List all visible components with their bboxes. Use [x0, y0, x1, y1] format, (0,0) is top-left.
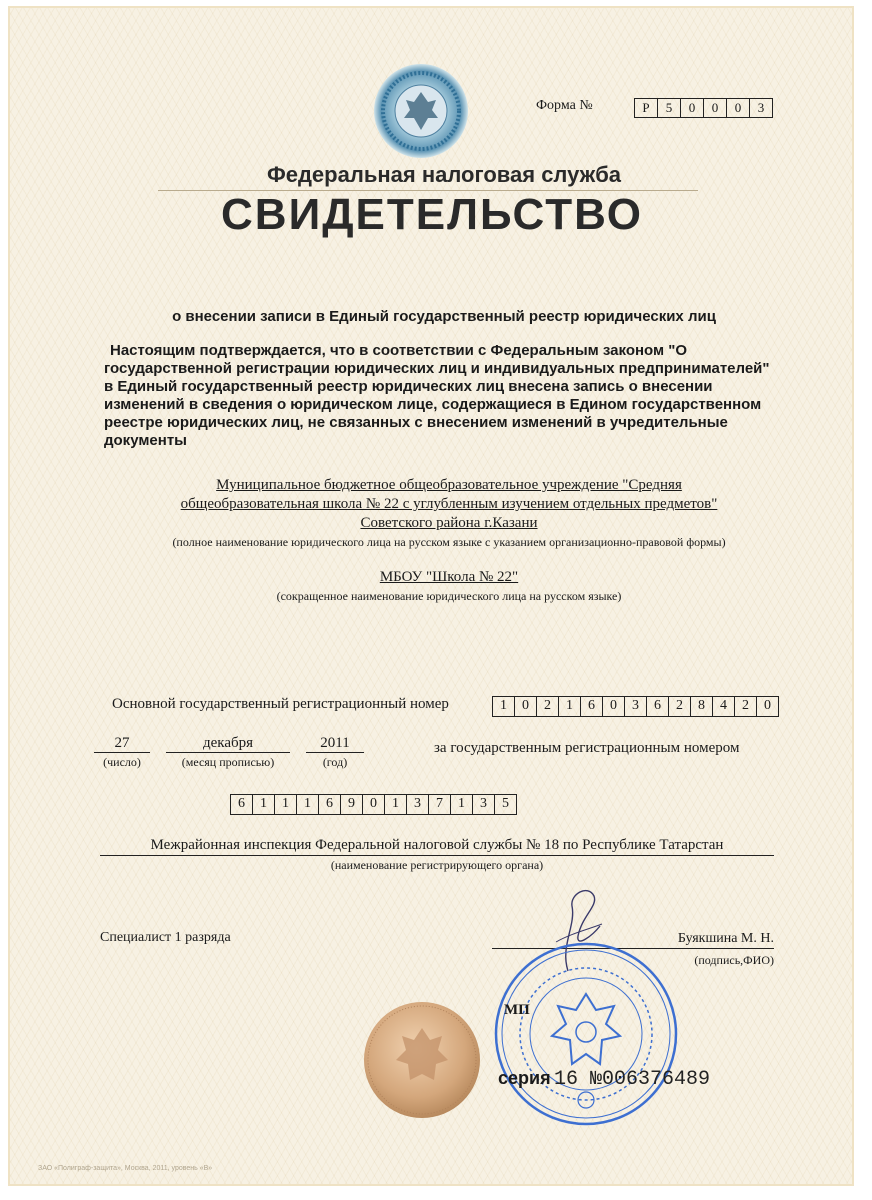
- reg-digit: 5: [502, 796, 509, 811]
- certificate-sheet: [8, 6, 854, 1186]
- org-full-name-caption: (полное наименование юридического лица на русском языке с указанием организационно-правовой формы): [172, 535, 726, 549]
- series-label: серия: [498, 1068, 551, 1088]
- org-name-line: общеобразовательная школа № 22 с углубленным изучением отдельных предметов": [180, 496, 718, 512]
- registering-authority: [100, 836, 774, 873]
- hologram-emblem-icon: [372, 62, 470, 160]
- form-digit: Р: [635, 99, 658, 117]
- date-month: [166, 734, 290, 770]
- gold-seal-icon: [362, 1000, 482, 1120]
- reg-digit: 3: [407, 795, 429, 814]
- date-day-caption: (число): [103, 755, 141, 769]
- reg-digit: 3: [473, 795, 495, 814]
- reg-digit: 6: [319, 795, 341, 814]
- org-name-line: Советского района г.Казани: [360, 515, 538, 531]
- reg-digit: 1: [275, 795, 297, 814]
- org-name-line: Муниципальное бюджетное общеобразовательное учреждение "Средняя: [216, 477, 682, 493]
- form-number-label: Форма №: [536, 98, 593, 113]
- form-digit: 3: [757, 100, 765, 115]
- ogrn-digit: 2: [735, 697, 757, 716]
- reg-digit: 0: [363, 795, 385, 814]
- statement-line: государственной регистрации юридических лиц и индивидуальных предпринимателей": [104, 360, 770, 377]
- ogrn-digit: 6: [647, 697, 669, 716]
- reg-digit: 7: [429, 795, 451, 814]
- statement-line: документы: [104, 432, 187, 449]
- form-digit: 0: [681, 99, 704, 117]
- ogrn-digit: 1: [493, 697, 515, 716]
- agency-name: Федеральная налоговая служба: [266, 162, 622, 187]
- statement-line: в Единый государственный реестр юридических лиц внесена запись о внесении: [104, 378, 713, 395]
- organization-short-name: [104, 568, 794, 606]
- organization-full-name: [104, 476, 794, 552]
- ogrn-digit: 1: [559, 697, 581, 716]
- certificate-subtitle: о внесении записи в Единый государственный реестр юридических лиц: [172, 308, 716, 325]
- certificate-title: СВИДЕТЕЛЬСТВО: [221, 190, 643, 239]
- ogrn-number-boxes: [492, 696, 779, 717]
- signer-position: Специалист 1 разряда: [100, 930, 231, 945]
- date-year-value: 2011: [306, 734, 364, 753]
- authority-caption: (наименование регистрирующего органа): [330, 858, 544, 872]
- date-day: [94, 734, 150, 770]
- authority-name: Межрайонная инспекция Федеральной налоговой службы № 18 по Республике Татарстан: [100, 836, 774, 856]
- signer-caption: (подпись,ФИО): [694, 953, 774, 967]
- ogrn-digit: 6: [581, 697, 603, 716]
- statement-line: реестре юридических лиц, не связанных с внесением изменений в учредительные: [104, 414, 728, 431]
- ogrn-digit: 0: [764, 698, 771, 713]
- reg-digit: 1: [297, 795, 319, 814]
- signer-name: Буякшина М. Н.: [492, 930, 774, 949]
- printer-footer: ЗАО «Полиграф-защита», Москва, 2011, уровень «В»: [38, 1165, 213, 1172]
- date-month-caption: (месяц прописью): [181, 755, 275, 769]
- stamp-place-label: МП: [504, 1002, 530, 1018]
- ogrn-digit: 2: [669, 697, 691, 716]
- registration-number-label: за государственным регистрационным номером: [434, 740, 740, 756]
- ogrn-digit: 0: [515, 697, 537, 716]
- ogrn-digit: 4: [713, 697, 735, 716]
- org-short-name: МБОУ "Школа № 22": [379, 569, 519, 585]
- statement-line: Настоящим подтверждается, что в соответствии с Федеральным законом "О: [110, 342, 688, 359]
- ogrn-digit: 2: [537, 697, 559, 716]
- form-number-boxes: [634, 98, 773, 118]
- ogrn-digit: 0: [603, 697, 625, 716]
- date-year-caption: (год): [322, 755, 348, 769]
- form-digit: 5: [658, 99, 681, 117]
- series-number: 16 №006376489: [554, 1068, 711, 1091]
- date-month-value: декабря: [166, 734, 290, 753]
- reg-digit: 6: [231, 795, 253, 814]
- registration-number-boxes: [230, 794, 517, 815]
- form-digit: 0: [704, 99, 727, 117]
- reg-digit: 1: [253, 795, 275, 814]
- ogrn-digit: 3: [625, 697, 647, 716]
- official-stamp-icon: [492, 940, 680, 1128]
- ogrn-label: Основной государственный регистрационный номер: [112, 696, 449, 712]
- date-year: [306, 734, 364, 770]
- reg-digit: 1: [451, 795, 473, 814]
- date-day-value: 27: [94, 734, 150, 753]
- statement-line: изменений в сведения о юридическом лице, содержащиеся в Едином государственном: [104, 396, 762, 413]
- reg-digit: 1: [385, 795, 407, 814]
- form-digit: 0: [727, 99, 750, 117]
- reg-digit: 9: [341, 795, 363, 814]
- statement-paragraph: [104, 342, 784, 450]
- org-short-name-caption: (сокращенное наименование юридического лица на русском языке): [276, 589, 622, 603]
- ogrn-digit: 8: [691, 697, 713, 716]
